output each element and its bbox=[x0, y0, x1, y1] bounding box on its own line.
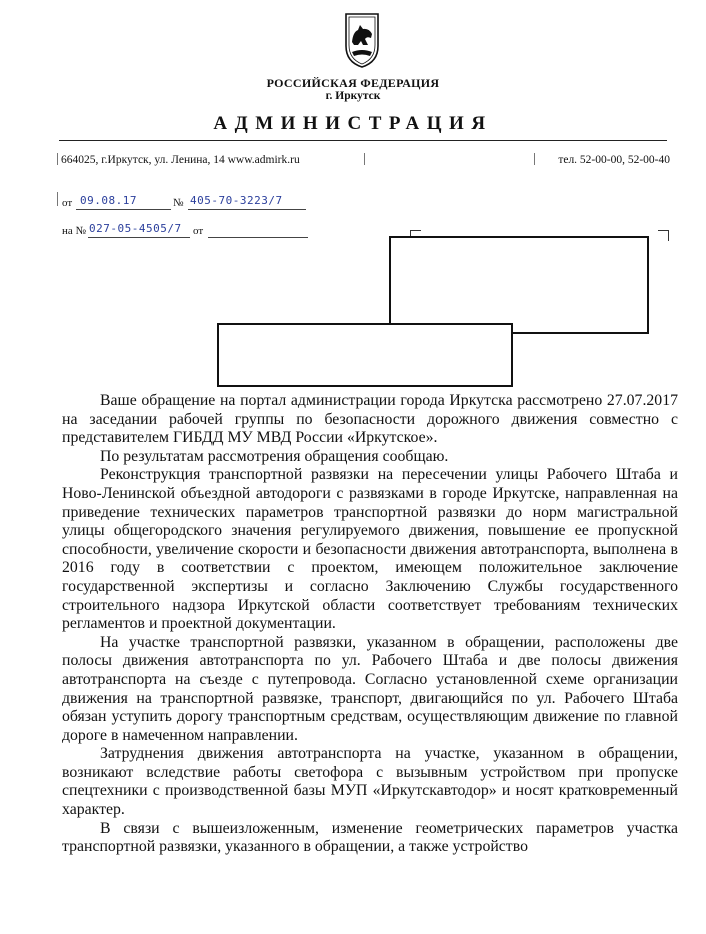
phone-line: тел. 52-00-00, 52-00-40 bbox=[558, 154, 670, 166]
reply-number-label: на № bbox=[62, 225, 87, 237]
number-label: № bbox=[173, 197, 184, 209]
irkutsk-coat-of-arms-icon bbox=[343, 12, 381, 68]
address-mid-bar bbox=[364, 153, 365, 165]
city-heading: г. Иркутск bbox=[325, 90, 381, 102]
number-field bbox=[188, 195, 306, 210]
date-label: от bbox=[62, 197, 73, 209]
letter-body bbox=[62, 392, 678, 857]
reply-date-field bbox=[208, 223, 308, 238]
body-paragraph: Ваше обращение на портал администрации города Иркутска рассмотрено 27.07.2017 на заседании рабочей группы по безопасности дорожного движения совместно с представителем ГИБДД МУ МВД России «Иркутское». bbox=[62, 392, 678, 447]
address-left-bar bbox=[57, 153, 58, 165]
date-value: 09.08.17 bbox=[80, 194, 137, 207]
registration-corner-mark bbox=[57, 192, 58, 206]
body-paragraph: В связи с вышеизложенным, изменение геометрических параметров участка транспортной развязки, указанного в обращении, а также устройство bbox=[62, 819, 678, 856]
country-heading: РОССИЙСКАЯ ФЕДЕРАЦИЯ bbox=[266, 76, 440, 90]
address-line: 664025, г.Иркутск, ул. Ленина, 14 www.admirk.ru bbox=[61, 154, 300, 166]
letterhead-divider bbox=[59, 140, 667, 141]
redacted-salutation-block bbox=[217, 323, 513, 387]
body-paragraph: По результатам рассмотрения обращения сообщаю. bbox=[100, 447, 449, 465]
redacted-addressee-block bbox=[389, 236, 649, 334]
reply-date-label: от bbox=[193, 225, 204, 237]
number-value: 405-70-3223/7 bbox=[190, 194, 283, 207]
organization-title: АДМИНИСТРАЦИЯ bbox=[213, 113, 493, 134]
body-paragraph: На участке транспортной развязки, указанном в обращении, расположены две полосы движения автотранспорта по ул. Рабочего Штаба и две полосы движения автотранспорта на съезде с путепровода. Согласно установленной схеме организации движения на транспортной развязке, транспорт, двигающийся по ул. Рабочего Штаба обязан уступить дорогу транспортным средствам, осуществляющим движение по главной дороге в намеченном направлении. bbox=[62, 633, 678, 744]
reply-number-field bbox=[88, 223, 190, 238]
reply-number-value: 027-05-4505/7 bbox=[89, 222, 182, 235]
body-paragraph: Затруднения движения автотранспорта на участке, указанном в обращении, возникают вследствие работы светофора с вызывным устройством при пропуске спецтехники с производственной базы МУП «Иркутскавтодор» и носят кратковременный характер. bbox=[62, 745, 678, 819]
date-field bbox=[76, 195, 171, 210]
phone-left-bar bbox=[534, 153, 535, 165]
body-paragraph: Реконструкция транспортной развязки на пересечении улицы Рабочего Штаба и Ново-Ленинской объездной автодороги с развязками в городе Иркутске, направленная на приведение технических параметров транспортной развязки до норм магистральной улицы общегородского значения регулируемого движения, повышение ее пропускной способности, увеличение скорости и безопасности движения автотранспорта, выполнена в 2016 году в соответствии с проектом, имеющем положительное заключение государственной экспертизы и согласно Заключению Службы государственного строительного надзора Иркутской области соответствует требованиям технических регламентов и проектной документации. bbox=[62, 466, 678, 633]
addressee-corner-right bbox=[658, 230, 669, 241]
